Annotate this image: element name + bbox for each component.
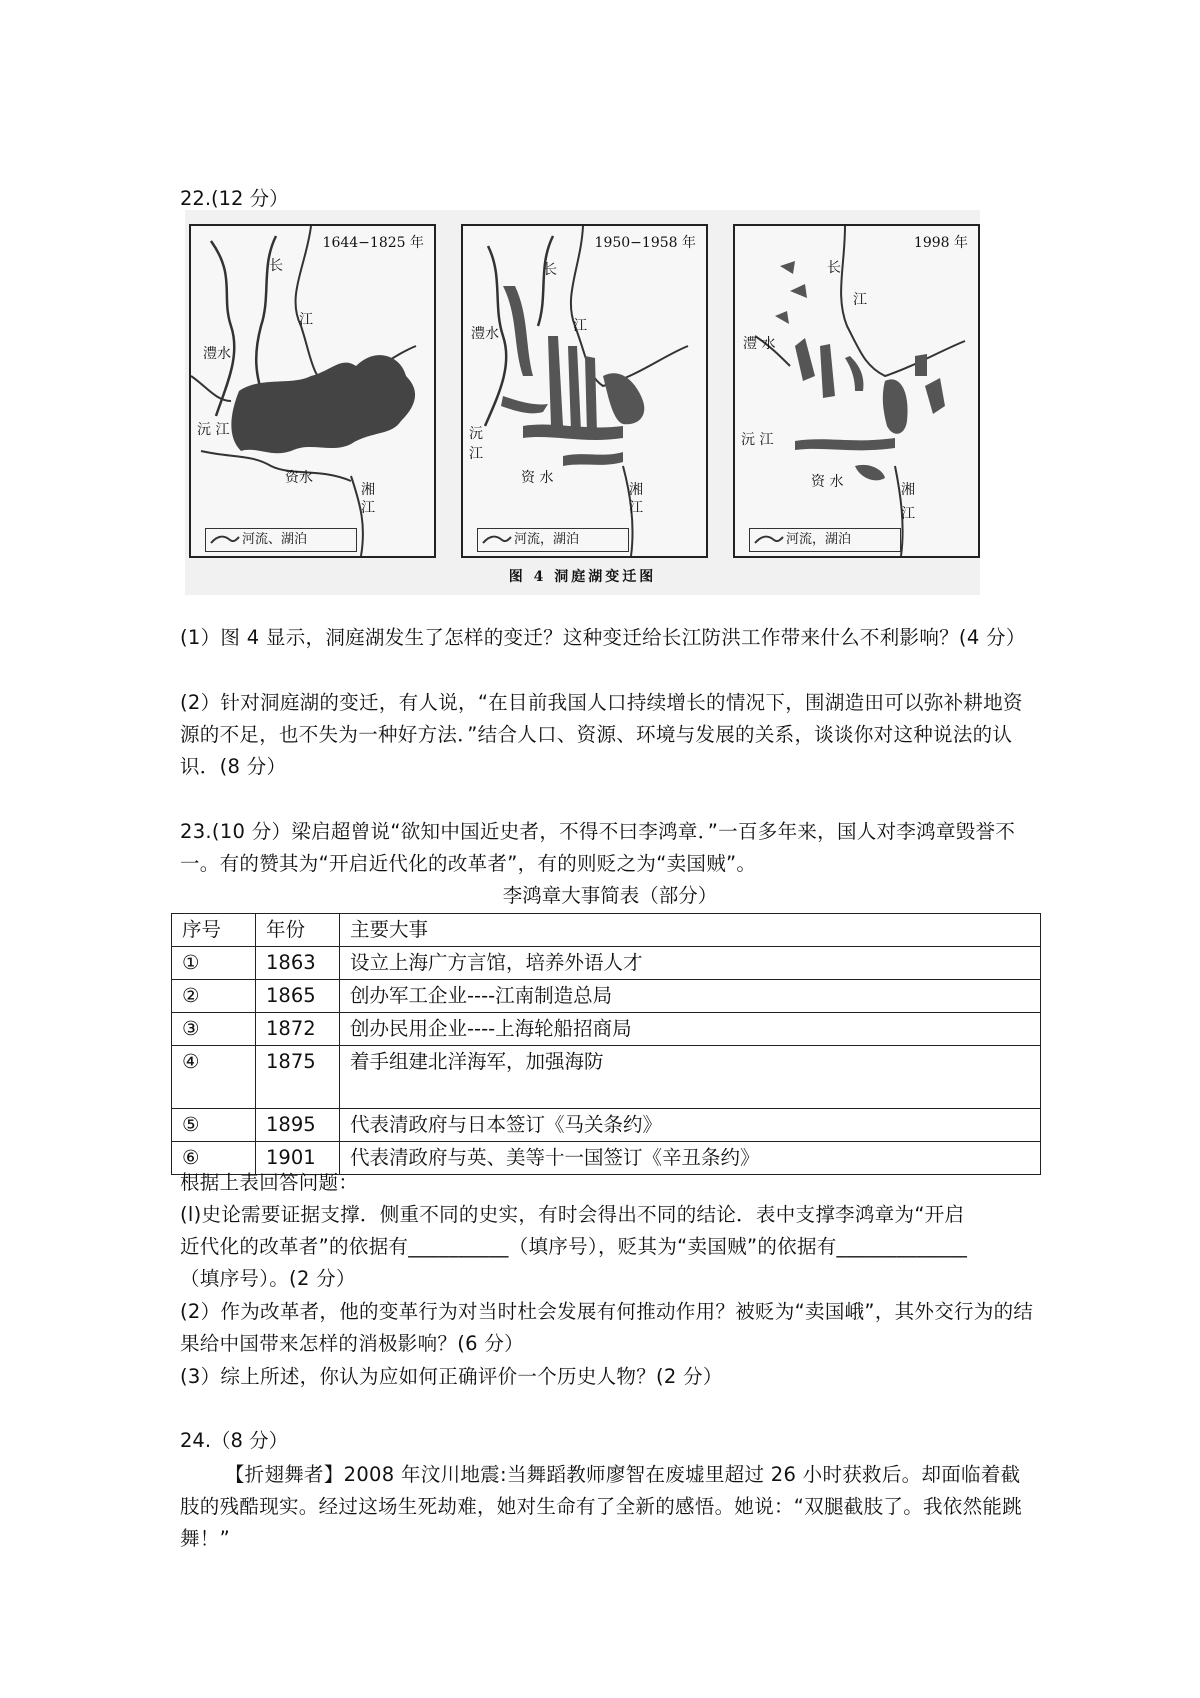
panel-2-label-3: 澧水 bbox=[471, 326, 499, 342]
row-year: 1901 bbox=[256, 1142, 340, 1175]
q23-part3: (3）综上所述，你认为应如何正确评价一个历史人物？(2 分） bbox=[180, 1365, 723, 1388]
panel-1-label-5: 资水 bbox=[285, 470, 313, 486]
panel-3-label-5: 资 水 bbox=[811, 474, 844, 490]
panel-2-legend bbox=[477, 528, 629, 552]
map-panel-2 bbox=[461, 224, 708, 558]
panel-3-year: 1998 年 bbox=[913, 235, 968, 251]
row-event: 创办军工企业----江南制造总局 bbox=[340, 980, 1041, 1013]
panel-3-label-1: 长 bbox=[827, 260, 841, 276]
q22-part2: (2）针对洞庭湖的变迁，有人说，“在目前我国人口持续增长的情况下，围湖造田可以弥补耕地资源的不足，也不失为一种好方法．”结合人口、资源、环境与发展的关系，谈谈你对这种说法的认识．(8 分） bbox=[180, 691, 1023, 778]
q23-part1-line3: （填序号）。(2 分） bbox=[180, 1267, 356, 1290]
table-row bbox=[172, 980, 1041, 1013]
header-index: 序号 bbox=[172, 914, 256, 947]
panel-3-legend-text: 河流，湖泊 bbox=[786, 532, 852, 547]
row-year: 1872 bbox=[256, 1013, 340, 1046]
panel-2-legend-text: 河流，湖泊 bbox=[514, 532, 580, 547]
table-row bbox=[172, 1109, 1041, 1142]
panel-2-label-5: 江 bbox=[469, 446, 483, 462]
panel-1-label-3: 澧水 bbox=[203, 346, 231, 362]
panel-2-label-8: 江 bbox=[629, 500, 643, 516]
panel-3-legend bbox=[749, 528, 901, 552]
river-legend-icon bbox=[210, 533, 240, 547]
figure-caption: 图 4 洞庭湖变迁图 bbox=[508, 569, 657, 585]
map-drawing-1 bbox=[191, 226, 434, 556]
panel-1-label-4: 沅 江 bbox=[197, 422, 230, 438]
river-legend-icon bbox=[754, 533, 784, 547]
row-year: 1895 bbox=[256, 1109, 340, 1142]
row-event: 着手组建北洋海军，加强海防 bbox=[340, 1046, 1041, 1109]
row-index: ② bbox=[172, 980, 256, 1013]
row-event: 创办民用企业----上海轮船招商局 bbox=[340, 1013, 1041, 1046]
row-event: 设立上海广方言馆，培养外语人才 bbox=[340, 947, 1041, 980]
panel-1-legend-text: 河流、湖泊 bbox=[242, 532, 308, 547]
map-drawing-2 bbox=[463, 226, 706, 556]
panel-1-year: 1644−1825 年 bbox=[322, 235, 424, 251]
panel-1-legend bbox=[205, 528, 357, 552]
row-index: ③ bbox=[172, 1013, 256, 1046]
panel-2-label-6: 资 水 bbox=[521, 470, 554, 486]
panel-3-label-2: 江 bbox=[853, 292, 867, 308]
row-index: ① bbox=[172, 947, 256, 980]
panel-2-year: 1950−1958 年 bbox=[594, 235, 696, 251]
panel-2-label-1: 长 bbox=[543, 262, 557, 278]
q23-answer-intro: 根据上表回答问题： bbox=[180, 1171, 359, 1194]
table-row bbox=[172, 1046, 1041, 1109]
table-header-row bbox=[172, 914, 1041, 947]
panel-2-label-7: 湘 bbox=[629, 482, 643, 498]
panel-3-label-7: 江 bbox=[901, 506, 915, 522]
q23-table-title: 李鸿章大事简表（部分） bbox=[502, 884, 718, 907]
panel-1-label-7: 江 bbox=[361, 500, 375, 516]
q24-heading: 24.（8 分） bbox=[180, 1429, 289, 1452]
header-event: 主要大事 bbox=[340, 914, 1041, 947]
map-drawing-3 bbox=[735, 226, 978, 556]
row-index: ④ bbox=[172, 1046, 256, 1109]
panel-1-label-2: 江 bbox=[299, 312, 313, 328]
panel-2-label-2: 江 bbox=[573, 318, 587, 334]
panel-2-label-4: 沅 bbox=[469, 426, 483, 442]
q23-part1-line1: (l)史论需要证据支撑．侧重不同的史实，有时会得出不同的结论．表中支撑李鸿章为“开启 bbox=[180, 1203, 965, 1226]
events-table bbox=[171, 913, 1041, 1175]
river-legend-icon bbox=[482, 533, 512, 547]
row-index: ⑥ bbox=[172, 1142, 256, 1175]
panel-3-label-6: 湘 bbox=[901, 482, 915, 498]
panel-1-label-6: 湘 bbox=[361, 482, 375, 498]
header-year: 年份 bbox=[256, 914, 340, 947]
q23-part2: (2）作为改革者，他的变革行为对当时杜会发展有何推动作用？被贬为“卖国峨”，其外交行为的结果给中国带来怎样的消极影响？(6 分） bbox=[180, 1300, 1034, 1355]
panel-3-label-3: 澧 水 bbox=[743, 336, 776, 352]
q23-intro: 23.(10 分）梁启超曾说“欲知中国近史者，不得不曰李鸿章．”一百多年来，国人对李鸿章毁誉不一。有的赞其为“开启近代化的改革者”，有的则贬之为“卖国贼”。 bbox=[180, 820, 1016, 875]
q23-part1-line2: 近代化的改革者”的依据有__________（填序号），贬其为“卖国贼”的依据有_____________ bbox=[180, 1235, 968, 1258]
q24-body: 【折翅舞者】2008 年汶川地震:当舞蹈教师廖智在废墟里超过 26 小时获救后。却面临着截肢的残酷现实。经过这场生死劫难，她对生命有了全新的感悟。她说：“双腿截肢了。我依然能跳舞！” bbox=[180, 1463, 1023, 1550]
table-row bbox=[172, 947, 1041, 980]
q22-part1: (1）图 4 显示，洞庭湖发生了怎样的变迁？这种变迁给长江防洪工作带来什么不利影响？(4 分） bbox=[180, 626, 1026, 649]
row-event: 代表清政府与英、美等十一国签订《辛丑条约》 bbox=[340, 1142, 1041, 1175]
panel-3-label-4: 沅 江 bbox=[741, 432, 774, 448]
table-row bbox=[172, 1013, 1041, 1046]
map-panel-3 bbox=[733, 224, 980, 558]
q22-heading: 22.(12 分） bbox=[180, 187, 289, 210]
row-year: 1863 bbox=[256, 947, 340, 980]
row-year: 1875 bbox=[256, 1046, 340, 1109]
row-index: ⑤ bbox=[172, 1109, 256, 1142]
dongting-lake-figure bbox=[185, 210, 980, 595]
map-panel-1 bbox=[189, 224, 436, 558]
row-event: 代表清政府与日本签订《马关条约》 bbox=[340, 1109, 1041, 1142]
row-year: 1865 bbox=[256, 980, 340, 1013]
panel-1-label-1: 长 bbox=[269, 258, 283, 274]
